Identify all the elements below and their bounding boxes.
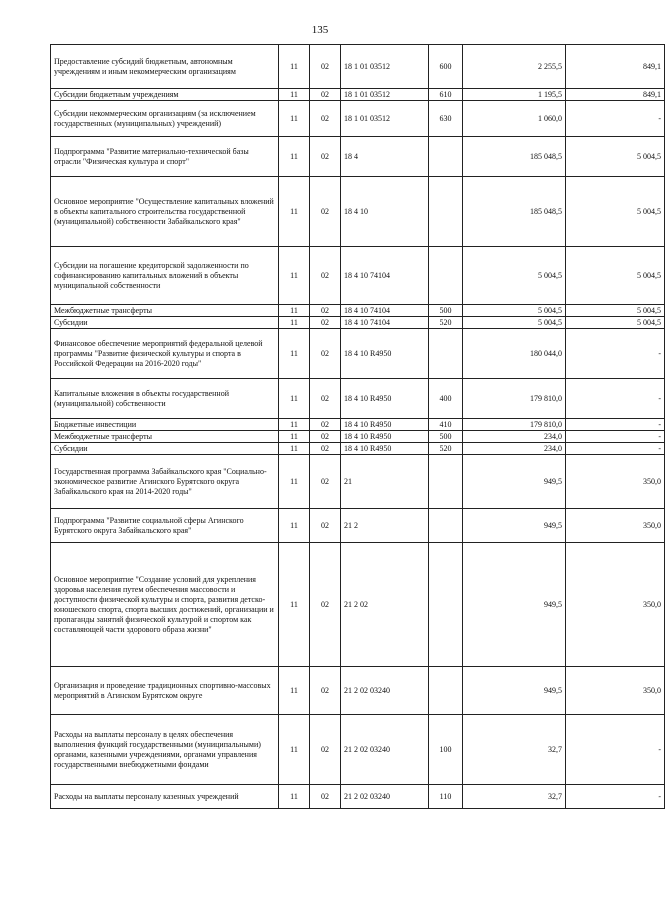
row-section-cell: 11	[279, 45, 310, 89]
row-name-cell: Организация и проведение традиционных спортивно-массовых мероприятий в Агинском Бурятском округе	[51, 667, 279, 715]
table-row	[51, 443, 665, 455]
row-name-cell: Расходы на выплаты персоналу казенных учреждений	[51, 785, 279, 809]
row-target-article-cell: 18 4 10 74104	[341, 305, 429, 317]
row-sum-2-cell: -	[566, 101, 665, 137]
row-sum-1-cell: 5 004,5	[463, 305, 566, 317]
row-name-cell: Субсидии	[51, 443, 279, 455]
row-subsection-cell: 02	[310, 443, 341, 455]
row-section-cell: 11	[279, 137, 310, 177]
row-sum-1-cell: 949,5	[463, 543, 566, 667]
table-row	[51, 89, 665, 101]
table-row	[51, 455, 665, 509]
row-target-article-cell: 18 1 01 03512	[341, 45, 429, 89]
row-name-cell: Финансовое обеспечение мероприятий федеральной целевой программы "Развитие физической культуры и спорта в Российской Федерации на 2016-2020 годы"	[51, 329, 279, 379]
row-section-cell: 11	[279, 379, 310, 419]
row-target-article-cell: 18 4 10 R4950	[341, 431, 429, 443]
row-section-cell: 11	[279, 715, 310, 785]
row-section-cell: 11	[279, 443, 310, 455]
row-name-cell: Межбюджетные трансферты	[51, 431, 279, 443]
row-subsection-cell: 02	[310, 137, 341, 177]
row-sum-1-cell: 949,5	[463, 509, 566, 543]
row-subsection-cell: 02	[310, 667, 341, 715]
row-target-article-cell: 21 2 02 03240	[341, 785, 429, 809]
row-expense-type-cell	[429, 329, 463, 379]
row-expense-type-cell: 600	[429, 45, 463, 89]
row-expense-type-cell	[429, 667, 463, 715]
row-expense-type-cell: 500	[429, 431, 463, 443]
row-target-article-cell: 21 2 02 03240	[341, 667, 429, 715]
row-section-cell: 11	[279, 305, 310, 317]
row-sum-2-cell: -	[566, 329, 665, 379]
row-subsection-cell: 02	[310, 785, 341, 809]
row-expense-type-cell	[429, 137, 463, 177]
table-row	[51, 317, 665, 329]
row-section-cell: 11	[279, 177, 310, 247]
row-sum-2-cell: 5 004,5	[566, 177, 665, 247]
row-name-cell: Бюджетные инвестиции	[51, 419, 279, 431]
table-row	[51, 177, 665, 247]
row-subsection-cell: 02	[310, 89, 341, 101]
row-expense-type-cell	[429, 177, 463, 247]
row-target-article-cell: 18 4 10	[341, 177, 429, 247]
row-sum-2-cell: 849,1	[566, 89, 665, 101]
row-target-article-cell: 21 2 02	[341, 543, 429, 667]
row-section-cell: 11	[279, 509, 310, 543]
row-subsection-cell: 02	[310, 715, 341, 785]
row-subsection-cell: 02	[310, 509, 341, 543]
row-sum-1-cell: 1 195,5	[463, 89, 566, 101]
row-subsection-cell: 02	[310, 543, 341, 667]
row-sum-1-cell: 234,0	[463, 431, 566, 443]
table-row	[51, 785, 665, 809]
row-sum-2-cell: -	[566, 379, 665, 419]
row-target-article-cell: 18 4 10 74104	[341, 247, 429, 305]
row-subsection-cell: 02	[310, 317, 341, 329]
row-target-article-cell: 18 4 10 R4950	[341, 379, 429, 419]
row-subsection-cell: 02	[310, 455, 341, 509]
row-section-cell: 11	[279, 419, 310, 431]
table-row	[51, 45, 665, 89]
table-row	[51, 247, 665, 305]
row-sum-1-cell: 5 004,5	[463, 317, 566, 329]
row-sum-1-cell: 179 810,0	[463, 419, 566, 431]
row-section-cell: 11	[279, 543, 310, 667]
row-name-cell: Предоставление субсидий бюджетным, автономным учреждениям и иным некоммерческим организациям	[51, 45, 279, 89]
table-row	[51, 509, 665, 543]
row-expense-type-cell: 520	[429, 317, 463, 329]
row-sum-2-cell: 5 004,5	[566, 247, 665, 305]
row-sum-1-cell: 234,0	[463, 443, 566, 455]
table-row	[51, 305, 665, 317]
row-expense-type-cell	[429, 247, 463, 305]
row-name-cell: Субсидии	[51, 317, 279, 329]
row-sum-1-cell: 180 044,0	[463, 329, 566, 379]
row-target-article-cell: 21 2 02 03240	[341, 715, 429, 785]
row-name-cell: Основное мероприятие "Создание условий для укрепления здоровья населения путем обеспечения массовости и доступности физической культуры и спорта, развития детско-юношеского спорта, спорта высших достижений, организации и пропаганды занятий физической культурой и спортом как составляющей части здорового образа жизни"	[51, 543, 279, 667]
row-target-article-cell: 18 4	[341, 137, 429, 177]
row-expense-type-cell: 100	[429, 715, 463, 785]
row-subsection-cell: 02	[310, 45, 341, 89]
row-sum-1-cell: 1 060,0	[463, 101, 566, 137]
row-section-cell: 11	[279, 101, 310, 137]
row-section-cell: 11	[279, 247, 310, 305]
row-section-cell: 11	[279, 317, 310, 329]
row-expense-type-cell: 520	[429, 443, 463, 455]
row-sum-1-cell: 5 004,5	[463, 247, 566, 305]
row-subsection-cell: 02	[310, 101, 341, 137]
row-subsection-cell: 02	[310, 379, 341, 419]
row-subsection-cell: 02	[310, 419, 341, 431]
row-sum-2-cell: 5 004,5	[566, 137, 665, 177]
row-sum-2-cell: 5 004,5	[566, 317, 665, 329]
row-sum-1-cell: 2 255,5	[463, 45, 566, 89]
row-sum-2-cell: 5 004,5	[566, 305, 665, 317]
row-name-cell: Капитальные вложения в объекты государственной (муниципальной) собственности	[51, 379, 279, 419]
row-sum-2-cell: -	[566, 715, 665, 785]
row-sum-2-cell: 350,0	[566, 667, 665, 715]
row-expense-type-cell: 610	[429, 89, 463, 101]
row-name-cell: Подпрограмма "Развитие социальной сферы Агинского Бурятского округа Забайкальского края"	[51, 509, 279, 543]
row-expense-type-cell: 630	[429, 101, 463, 137]
row-name-cell: Субсидии на погашение кредиторской задолженности по софинансированию капитальных вложений в объекты муниципальной собственности	[51, 247, 279, 305]
row-target-article-cell: 21	[341, 455, 429, 509]
table-row	[51, 543, 665, 667]
row-sum-2-cell: 350,0	[566, 509, 665, 543]
budget-table-body	[51, 45, 665, 809]
row-sum-1-cell: 179 810,0	[463, 379, 566, 419]
row-target-article-cell: 18 4 10 R4950	[341, 329, 429, 379]
row-sum-1-cell: 185 048,5	[463, 177, 566, 247]
row-sum-1-cell: 32,7	[463, 715, 566, 785]
row-subsection-cell: 02	[310, 431, 341, 443]
row-subsection-cell: 02	[310, 329, 341, 379]
row-expense-type-cell	[429, 455, 463, 509]
table-row	[51, 329, 665, 379]
row-sum-2-cell: -	[566, 443, 665, 455]
table-row	[51, 667, 665, 715]
row-target-article-cell: 18 1 01 03512	[341, 101, 429, 137]
row-sum-2-cell: 350,0	[566, 543, 665, 667]
row-subsection-cell: 02	[310, 247, 341, 305]
row-sum-2-cell: -	[566, 419, 665, 431]
row-section-cell: 11	[279, 455, 310, 509]
table-row	[51, 379, 665, 419]
row-section-cell: 11	[279, 89, 310, 101]
row-sum-2-cell: -	[566, 431, 665, 443]
table-row	[51, 431, 665, 443]
row-name-cell: Государственная программа Забайкальского края "Социально-экономическое развитие Агинского Бурятского округа Забайкальского края на 2014-2020 годы"	[51, 455, 279, 509]
row-section-cell: 11	[279, 431, 310, 443]
row-target-article-cell: 21 2	[341, 509, 429, 543]
row-expense-type-cell: 500	[429, 305, 463, 317]
row-name-cell: Основное мероприятие "Осуществление капитальных вложений в объекты капитального строительства государственной (муниципальной) собственности Забайкальского края"	[51, 177, 279, 247]
row-target-article-cell: 18 4 10 R4950	[341, 443, 429, 455]
row-sum-1-cell: 949,5	[463, 455, 566, 509]
row-sum-2-cell: -	[566, 785, 665, 809]
row-section-cell: 11	[279, 785, 310, 809]
row-name-cell: Субсидии бюджетным учреждениям	[51, 89, 279, 101]
row-name-cell: Межбюджетные трансферты	[51, 305, 279, 317]
row-sum-1-cell: 949,5	[463, 667, 566, 715]
row-target-article-cell: 18 1 01 03512	[341, 89, 429, 101]
budget-table	[50, 44, 665, 809]
row-target-article-cell: 18 4 10 74104	[341, 317, 429, 329]
row-subsection-cell: 02	[310, 177, 341, 247]
row-expense-type-cell: 410	[429, 419, 463, 431]
row-section-cell: 11	[279, 667, 310, 715]
row-subsection-cell: 02	[310, 305, 341, 317]
row-sum-1-cell: 32,7	[463, 785, 566, 809]
row-expense-type-cell	[429, 509, 463, 543]
row-sum-1-cell: 185 048,5	[463, 137, 566, 177]
row-name-cell: Подпрограмма "Развитие материально-технической базы отрасли "Физическая культура и спорт"	[51, 137, 279, 177]
row-target-article-cell: 18 4 10 R4950	[341, 419, 429, 431]
table-row	[51, 101, 665, 137]
row-sum-2-cell: 849,1	[566, 45, 665, 89]
row-expense-type-cell: 110	[429, 785, 463, 809]
row-name-cell: Расходы на выплаты персоналу в целях обеспечения выполнения функций государственными (муниципальными) органами, казенными учреждениями, органами управления государственными внебюджетными фондами	[51, 715, 279, 785]
table-row	[51, 715, 665, 785]
row-sum-2-cell: 350,0	[566, 455, 665, 509]
row-section-cell: 11	[279, 329, 310, 379]
table-row	[51, 137, 665, 177]
row-name-cell: Субсидии некоммерческим организациям (за исключением государственных (муниципальных) учреждений)	[51, 101, 279, 137]
page-number: 135	[311, 24, 329, 36]
row-expense-type-cell	[429, 543, 463, 667]
table-row	[51, 419, 665, 431]
row-expense-type-cell: 400	[429, 379, 463, 419]
